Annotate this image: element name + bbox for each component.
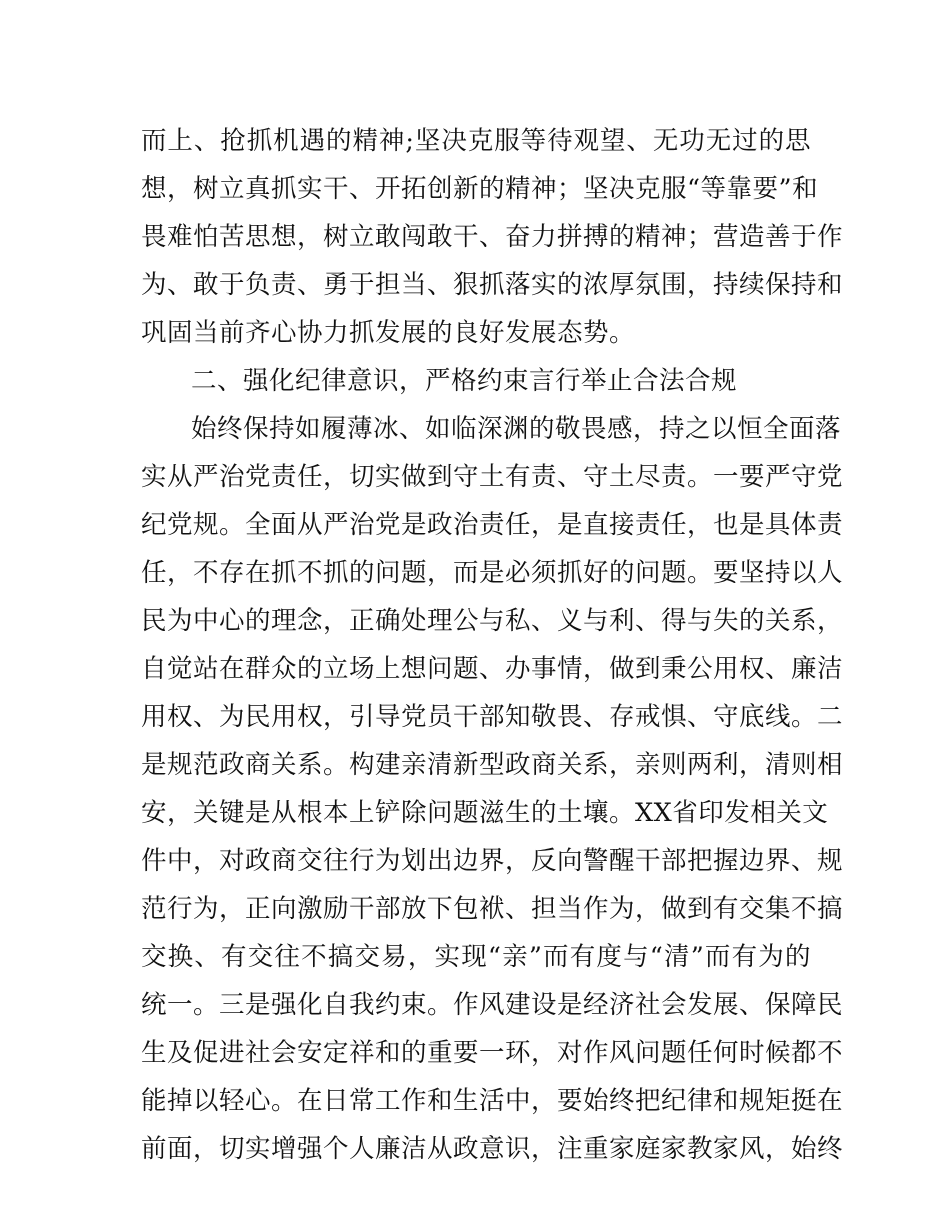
body-text-line: 前面，切实增强个人廉洁从政意识，注重家庭家教家风，始终 — [141, 1134, 844, 1164]
body-text-line: 畏难怕苦思想，树立敢闯敢干、奋力拼搏的精神；营造善于作 — [141, 222, 844, 252]
body-text-line: 为、敢于负责、勇于担当、狠抓落实的浓厚氛围，持续保持和 — [141, 270, 844, 300]
body-text-line: 纪党规。全面从严治党是政治责任，是直接责任，也是具体责 — [141, 510, 844, 540]
body-text-line: 任，不存在抓不抓的问题，而是必须抓好的问题。要坚持以人 — [141, 558, 844, 588]
body-text-line: 交换、有交往不搞交易，实现“亲”而有度与“清”而有为的 — [141, 942, 811, 972]
body-text-line: 是规范政商关系。构建亲清新型政商关系，亲则两利，清则相 — [141, 750, 844, 780]
body-text-line: 件中，对政商交往行为划出边界，反向警醒干部把握边界、规 — [141, 846, 844, 876]
body-text-line: 用权、为民用权，引导党员干部知敬畏、存戒惧、守底线。二 — [141, 702, 844, 732]
body-text-line: 实从严治党责任，切实做到守土有责、守土尽责。一要严守党 — [141, 462, 844, 492]
body-text-line: 巩固当前齐心协力抓发展的良好发展态势。 — [141, 318, 636, 348]
body-text-line: 而上、抢抓机遇的精神;坚决克服等待观望、无功无过的思 — [141, 126, 811, 156]
body-text-line: 始终保持如履薄冰、如临深渊的敬畏感，持之以恒全面落 — [191, 414, 842, 444]
body-text-line: 生及促进社会安定祥和的重要一环，对作风问题任何时候都不 — [141, 1038, 844, 1068]
body-text-line: 想，树立真抓实干、开拓创新的精神；坚决克服“等靠要”和 — [141, 174, 819, 204]
body-text-line: 统一。三是强化自我约束。作风建设是经济社会发展、保障民 — [141, 990, 844, 1020]
body-text-line: 自觉站在群众的立场上想问题、办事情，做到秉公用权、廉洁 — [141, 654, 844, 684]
section-heading: 二、强化纪律意识，严格约束言行举止合法合规 — [191, 366, 738, 396]
body-text-line: 范行为，正向激励干部放下包袱、担当作为，做到有交集不搞 — [141, 894, 844, 924]
body-text-line: 安，关键是从根本上铲除问题滋生的土壤。XX省印发相关文 — [141, 798, 829, 828]
body-text-line: 能掉以轻心。在日常工作和生活中，要始终把纪律和规矩挺在 — [141, 1086, 844, 1116]
body-text-line: 民为中心的理念，正确处理公与私、义与利、得与失的关系， — [141, 606, 844, 636]
